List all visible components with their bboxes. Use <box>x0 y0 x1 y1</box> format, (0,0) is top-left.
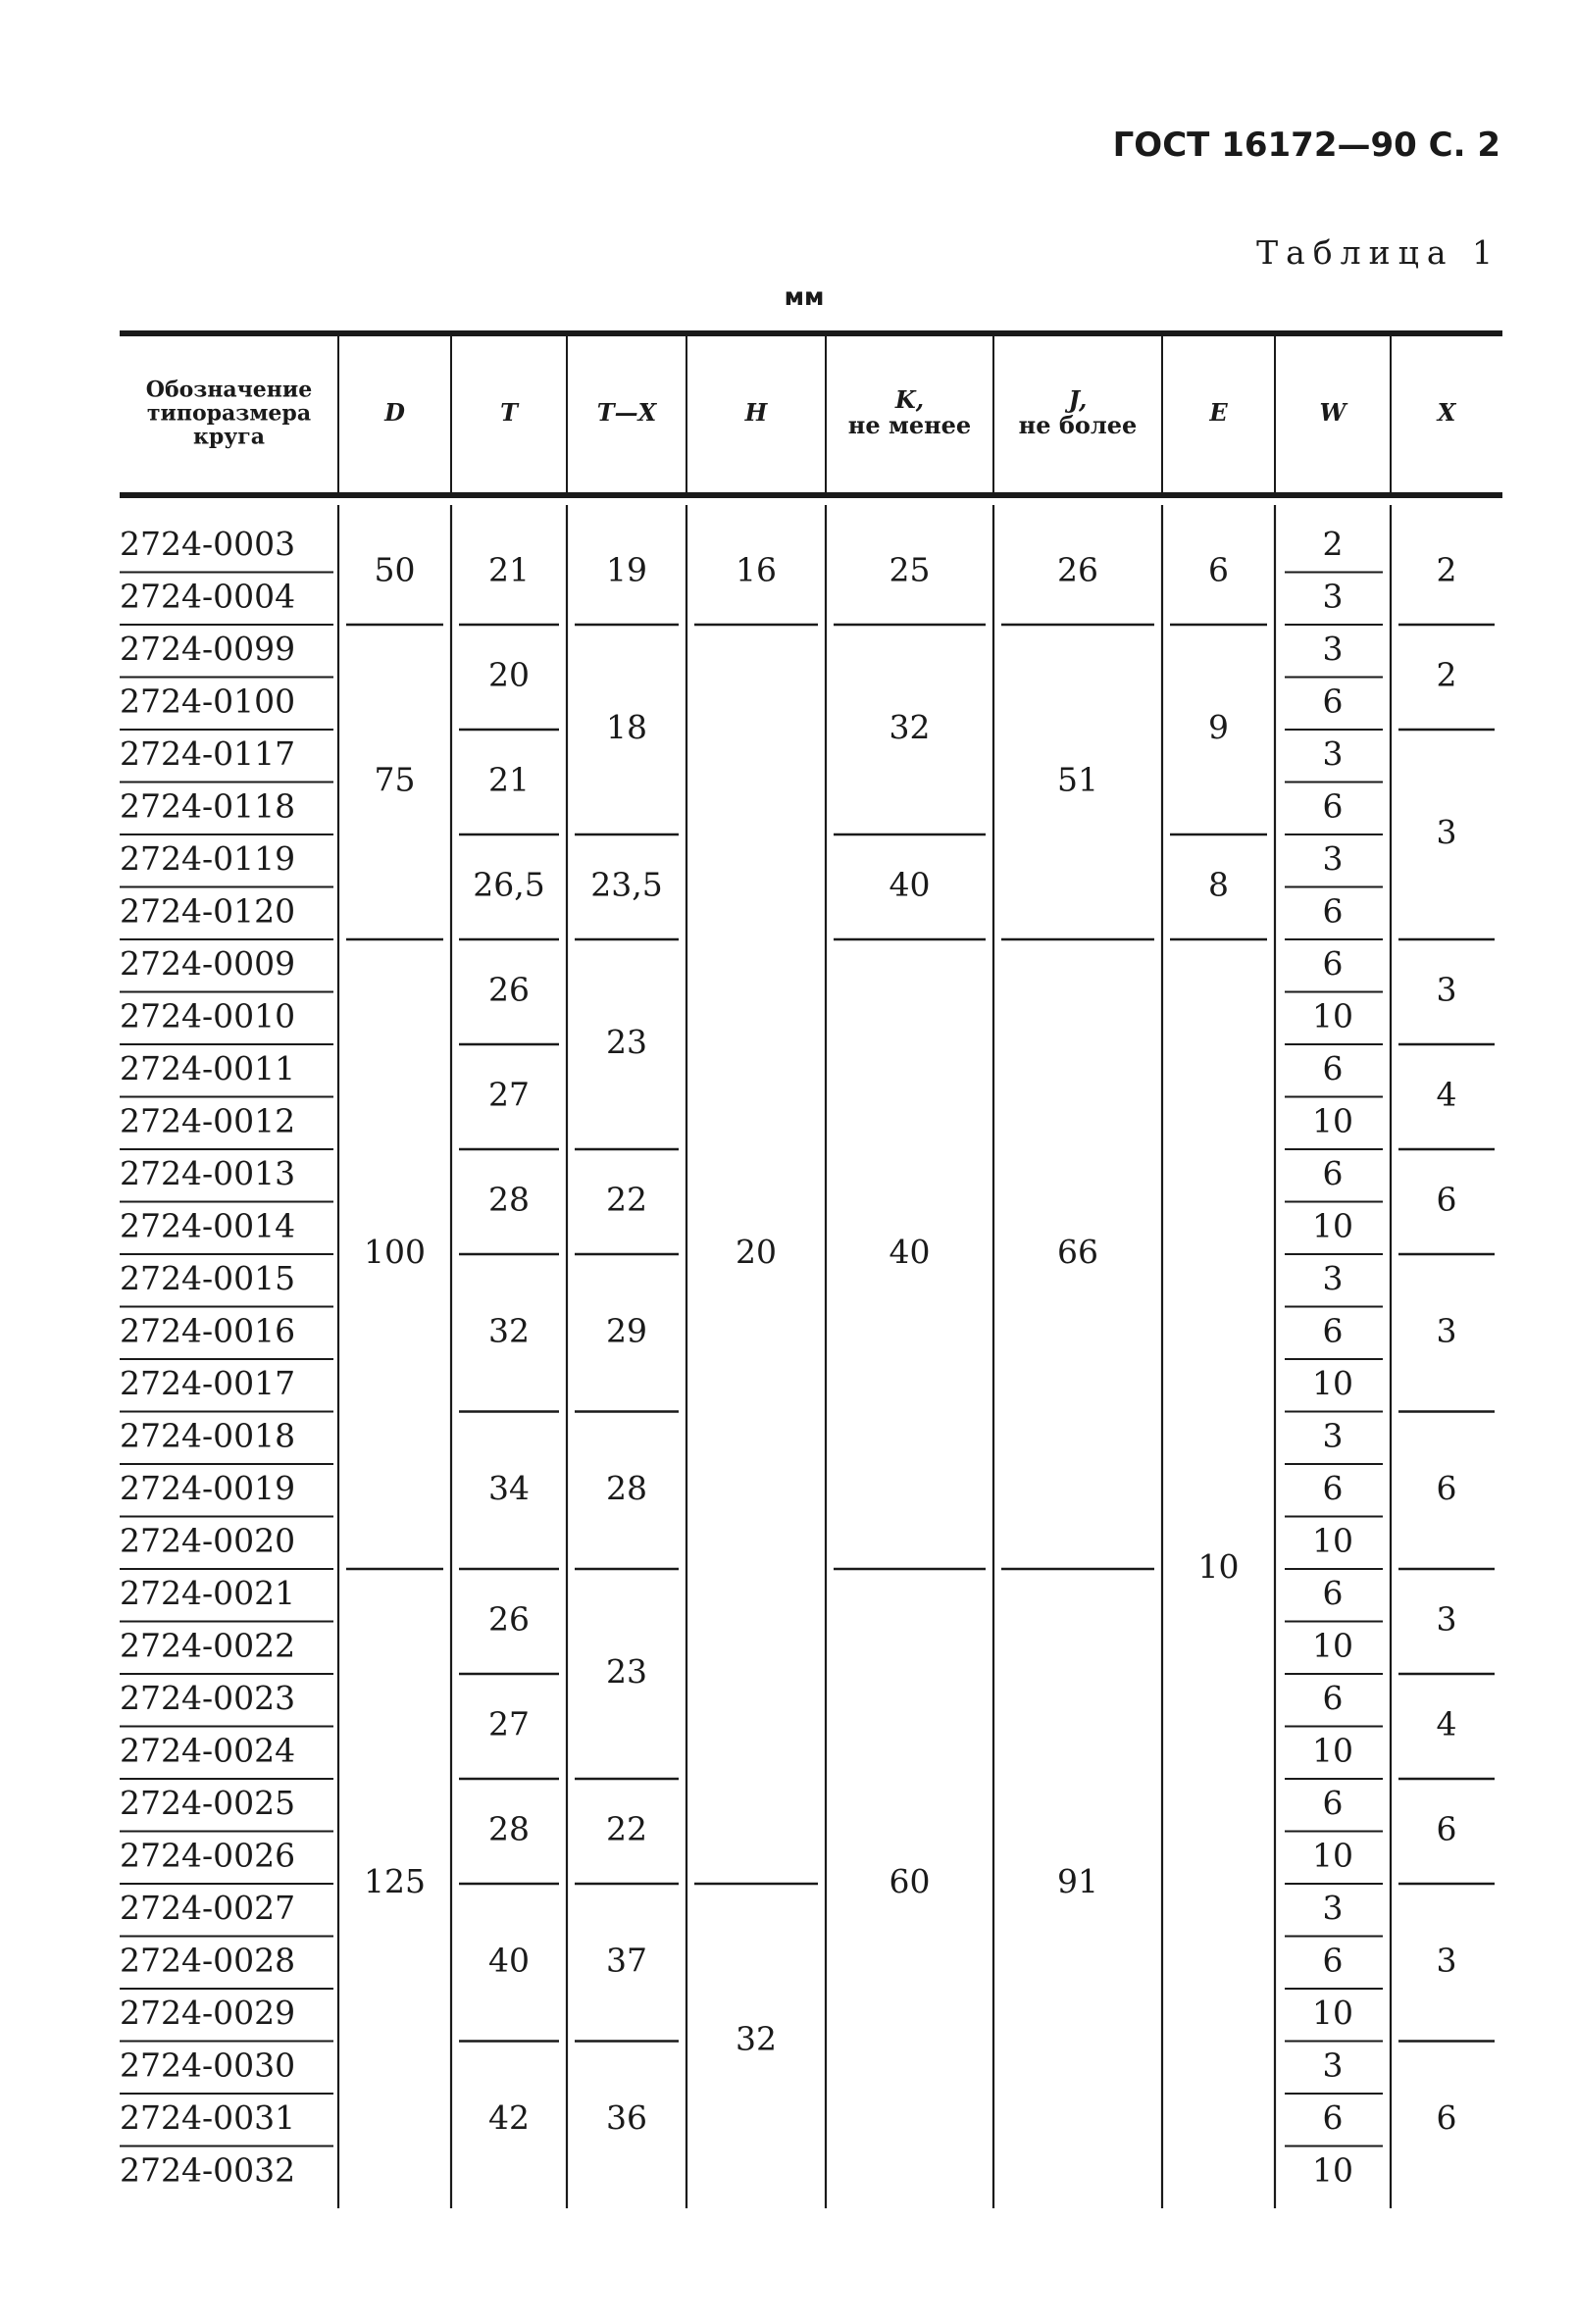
w-cell: 10 <box>1312 1521 1353 1560</box>
cell-t: 27 <box>488 1075 530 1114</box>
designation-cell: 2724-0027 <box>120 1888 296 1927</box>
designation-cell: 2724-0100 <box>120 682 296 721</box>
cell-e: 8 <box>1208 865 1229 904</box>
designation-cell: 2724-0019 <box>120 1468 296 1507</box>
cell-tx: 36 <box>606 2097 647 2137</box>
w-cell: 6 <box>1322 1941 1344 1980</box>
w-cell: 6 <box>1322 786 1344 826</box>
cell-x: 6 <box>1436 2097 1457 2137</box>
cell-j: 91 <box>1057 1862 1098 1900</box>
designation-cell: 2724-0028 <box>120 1941 296 1980</box>
w-cell: 10 <box>1312 1363 1353 1402</box>
cell-tx: 23 <box>606 1652 647 1691</box>
cell-t: 21 <box>488 550 530 589</box>
cell-e: 10 <box>1197 1547 1240 1586</box>
cell-tx: 28 <box>606 1468 647 1507</box>
designation-cell: 2724-0118 <box>120 786 296 826</box>
header-cell-designation: Обозначение <box>145 377 313 403</box>
header-cell-designation: типоразмера <box>146 400 312 427</box>
header-cell-X: X <box>1437 398 1456 427</box>
w-cell: 10 <box>1312 2150 1353 2190</box>
w-cell: 6 <box>1322 1573 1344 1612</box>
designation-cell: 2724-0119 <box>120 838 296 878</box>
cell-t: 26,5 <box>473 865 545 904</box>
w-cell: 6 <box>1322 1311 1344 1350</box>
cell-j: 51 <box>1057 760 1098 799</box>
w-cell: 3 <box>1322 577 1344 616</box>
w-cell: 2 <box>1322 524 1344 563</box>
w-cell: 10 <box>1312 1101 1353 1140</box>
designation-cell: 2724-0010 <box>120 996 296 1036</box>
designation-cell: 2724-0117 <box>120 733 296 773</box>
designation-cell: 2724-0025 <box>120 1783 296 1822</box>
designation-cell: 2724-0018 <box>120 1416 296 1455</box>
cell-t: 28 <box>488 1809 530 1848</box>
designation-cell: 2724-0099 <box>120 629 296 668</box>
cell-k: 40 <box>889 865 931 904</box>
cell-k: 25 <box>889 550 931 589</box>
cell-tx: 37 <box>606 1941 647 1980</box>
cell-t: 26 <box>488 1599 530 1639</box>
cell-t: 42 <box>488 2097 530 2137</box>
cell-tx: 29 <box>606 1311 647 1350</box>
cell-x: 4 <box>1436 1704 1457 1743</box>
designation-cell: 2724-0003 <box>120 524 296 563</box>
cell-k: 32 <box>889 708 931 746</box>
cell-d: 125 <box>364 1862 426 1900</box>
header-cell-D: D <box>384 398 405 427</box>
designation-cell: 2724-0012 <box>120 1101 296 1140</box>
w-cell: 3 <box>1322 1416 1344 1455</box>
cell-tx: 18 <box>606 708 647 746</box>
cell-h: 32 <box>736 2019 777 2058</box>
designation-cell: 2724-0026 <box>120 1836 296 1875</box>
cell-x: 4 <box>1436 1075 1457 1114</box>
designation-cell: 2724-0120 <box>120 891 296 931</box>
w-cell: 10 <box>1312 1626 1353 1665</box>
cell-t: 27 <box>488 1704 530 1743</box>
designation-cell: 2724-0032 <box>120 2150 296 2190</box>
w-cell: 6 <box>1322 2097 1344 2137</box>
cell-e: 6 <box>1208 550 1229 589</box>
cell-k: 60 <box>889 1862 931 1900</box>
w-cell: 6 <box>1322 1153 1344 1192</box>
table-label: Таблица 1 <box>1256 233 1500 272</box>
header-cell-K: не менее <box>847 411 972 439</box>
designation-cell: 2724-0024 <box>120 1731 296 1770</box>
cell-d: 50 <box>374 550 416 589</box>
cell-x: 3 <box>1436 1311 1457 1350</box>
header-cell-J: не более <box>1018 411 1138 439</box>
cell-t: 34 <box>488 1468 530 1507</box>
header-cell-T: T <box>500 398 518 427</box>
cell-e: 9 <box>1208 708 1229 746</box>
designation-cell: 2724-0029 <box>120 1993 296 2032</box>
w-cell: 10 <box>1312 1731 1353 1770</box>
cell-x: 3 <box>1436 970 1457 1009</box>
w-cell: 6 <box>1322 1783 1344 1822</box>
header-cell-H: H <box>744 398 768 427</box>
designation-cell: 2724-0031 <box>120 2097 296 2137</box>
cell-tx: 22 <box>606 1180 647 1219</box>
cell-h: 16 <box>736 550 777 589</box>
cell-tx: 22 <box>606 1809 647 1848</box>
cell-x: 6 <box>1436 1809 1457 1848</box>
w-cell: 3 <box>1322 2046 1344 2085</box>
w-cell: 10 <box>1312 1993 1353 2032</box>
cell-x: 6 <box>1436 1468 1457 1507</box>
w-cell: 3 <box>1322 1258 1344 1297</box>
cell-j: 26 <box>1057 550 1098 589</box>
designation-cell: 2724-0011 <box>120 1048 296 1087</box>
cell-x: 3 <box>1436 1599 1457 1639</box>
designation-cell: 2724-0023 <box>120 1678 296 1717</box>
header-cell-K: K, <box>894 385 925 414</box>
header-cell-E: E <box>1209 398 1228 427</box>
w-cell: 6 <box>1322 1678 1344 1717</box>
w-cell: 3 <box>1322 629 1344 668</box>
cell-t: 28 <box>488 1180 530 1219</box>
designation-cell: 2724-0014 <box>120 1206 296 1245</box>
cell-d: 75 <box>374 760 416 799</box>
w-cell: 3 <box>1322 733 1344 773</box>
designation-cell: 2724-0013 <box>120 1153 296 1192</box>
header-cell-W: W <box>1319 398 1346 427</box>
cell-x: 6 <box>1436 1180 1457 1219</box>
cell-x: 2 <box>1436 655 1457 694</box>
cell-t: 32 <box>488 1311 530 1350</box>
designation-cell: 2724-0016 <box>120 1311 296 1350</box>
w-cell: 10 <box>1312 996 1353 1036</box>
designation-cell: 2724-0015 <box>120 1258 296 1297</box>
cell-tx: 23,5 <box>590 865 663 904</box>
cell-x: 3 <box>1436 813 1457 851</box>
cell-t: 40 <box>488 1941 530 1980</box>
cell-j: 66 <box>1057 1233 1098 1271</box>
designation-cell: 2724-0009 <box>120 943 296 983</box>
w-cell: 10 <box>1312 1836 1353 1875</box>
cell-x: 2 <box>1436 550 1457 589</box>
w-cell: 10 <box>1312 1206 1353 1245</box>
w-cell: 3 <box>1322 1888 1344 1927</box>
designation-cell: 2724-0004 <box>120 577 296 616</box>
header-cell-designation: круга <box>192 424 266 450</box>
designation-cell: 2724-0030 <box>120 2046 296 2085</box>
w-cell: 6 <box>1322 1468 1344 1507</box>
designation-cell: 2724-0020 <box>120 1521 296 1560</box>
page-title: ГОСТ 16172—90 С. 2 <box>1112 126 1500 165</box>
w-cell: 6 <box>1322 682 1344 721</box>
w-cell: 3 <box>1322 838 1344 878</box>
cell-x: 3 <box>1436 1941 1457 1980</box>
cell-k: 40 <box>889 1233 931 1271</box>
cell-t: 26 <box>488 970 530 1009</box>
designation-cell: 2724-0017 <box>120 1363 296 1402</box>
designation-cell: 2724-0022 <box>120 1626 296 1665</box>
designation-cell: 2724-0021 <box>120 1573 296 1612</box>
header-cell-TX: T—X <box>596 398 657 427</box>
cell-h: 20 <box>736 1233 777 1271</box>
cell-t: 21 <box>488 760 530 799</box>
units-label: мм <box>784 282 825 311</box>
cell-t: 20 <box>488 655 530 694</box>
header-cell-J: J, <box>1068 385 1088 414</box>
w-cell: 6 <box>1322 891 1344 931</box>
w-cell: 6 <box>1322 1048 1344 1087</box>
w-cell: 6 <box>1322 943 1344 983</box>
cell-tx: 19 <box>606 550 647 589</box>
cell-tx: 23 <box>606 1023 647 1061</box>
cell-d: 100 <box>364 1233 426 1271</box>
